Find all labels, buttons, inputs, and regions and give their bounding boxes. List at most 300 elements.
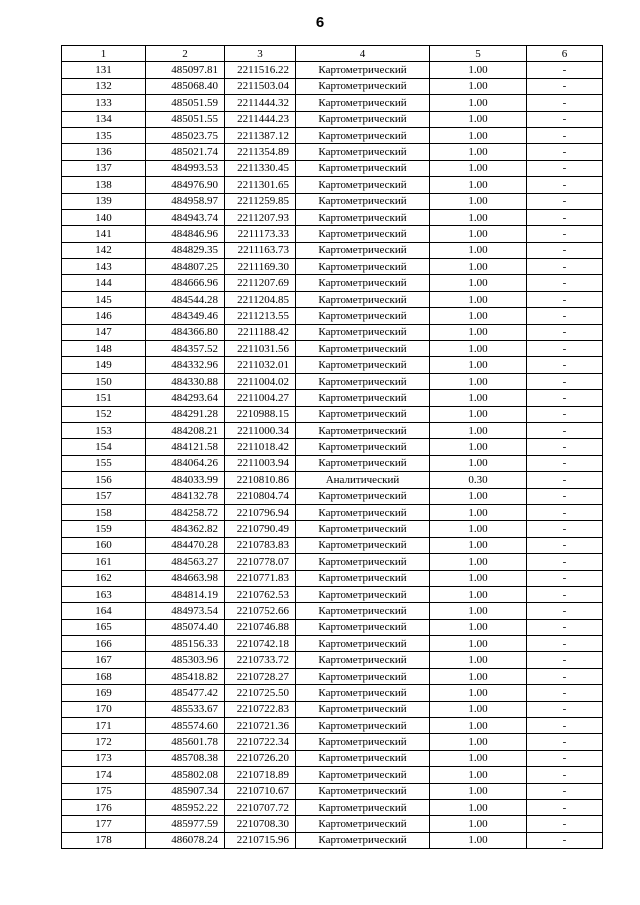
table-body	[62, 62, 603, 849]
note-cell: -	[527, 586, 603, 602]
accuracy-cell: 1.00	[430, 291, 527, 307]
accuracy-cell: 1.00	[430, 799, 527, 815]
y-coordinate-cell: 2210715.96	[225, 832, 296, 848]
accuracy-cell: 1.00	[430, 455, 527, 471]
note-cell: -	[527, 111, 603, 127]
accuracy-cell: 1.00	[430, 422, 527, 438]
table-row	[62, 324, 603, 340]
table-row	[62, 439, 603, 455]
point-number-cell: 150	[62, 373, 146, 389]
point-number-cell: 178	[62, 832, 146, 848]
y-coordinate-cell: 2210783.83	[225, 537, 296, 553]
point-number-cell: 154	[62, 439, 146, 455]
point-number-cell: 137	[62, 160, 146, 176]
table-row	[62, 701, 603, 717]
y-coordinate-cell: 2210718.89	[225, 767, 296, 783]
point-number-cell: 163	[62, 586, 146, 602]
y-coordinate-cell: 2211004.02	[225, 373, 296, 389]
x-coordinate-cell: 485023.75	[146, 127, 225, 143]
method-cell: Картометрический	[296, 373, 430, 389]
table-row	[62, 668, 603, 684]
point-number-cell: 136	[62, 144, 146, 160]
x-coordinate-cell: 484993.53	[146, 160, 225, 176]
note-cell: -	[527, 193, 603, 209]
accuracy-cell: 1.00	[430, 144, 527, 160]
note-cell: -	[527, 341, 603, 357]
point-number-cell: 159	[62, 521, 146, 537]
method-cell: Аналитический	[296, 472, 430, 488]
x-coordinate-cell: 485097.81	[146, 62, 225, 78]
accuracy-cell: 1.00	[430, 226, 527, 242]
method-cell: Картометрический	[296, 734, 430, 750]
method-cell: Картометрический	[296, 816, 430, 832]
accuracy-cell: 1.00	[430, 95, 527, 111]
method-cell: Картометрический	[296, 62, 430, 78]
column-header-2: 2	[146, 46, 225, 62]
accuracy-cell: 1.00	[430, 488, 527, 504]
y-coordinate-cell: 2211354.89	[225, 144, 296, 160]
point-number-cell: 153	[62, 422, 146, 438]
x-coordinate-cell: 485952.22	[146, 799, 225, 815]
point-number-cell: 164	[62, 603, 146, 619]
page-number: 6	[315, 14, 325, 31]
point-number-cell: 174	[62, 767, 146, 783]
accuracy-cell: 1.00	[430, 701, 527, 717]
note-cell: -	[527, 521, 603, 537]
method-cell: Картометрический	[296, 209, 430, 225]
x-coordinate-cell: 485068.40	[146, 78, 225, 94]
method-cell: Картометрический	[296, 324, 430, 340]
accuracy-cell: 1.00	[430, 668, 527, 684]
x-coordinate-cell: 484976.90	[146, 177, 225, 193]
table-row	[62, 406, 603, 422]
table-row	[62, 603, 603, 619]
method-cell: Картометрический	[296, 554, 430, 570]
accuracy-cell: 1.00	[430, 209, 527, 225]
table-row	[62, 291, 603, 307]
note-cell: -	[527, 832, 603, 848]
y-coordinate-cell: 2210778.07	[225, 554, 296, 570]
note-cell: -	[527, 488, 603, 504]
accuracy-cell: 1.00	[430, 275, 527, 291]
note-cell: -	[527, 406, 603, 422]
y-coordinate-cell: 2211000.34	[225, 422, 296, 438]
accuracy-cell: 1.00	[430, 783, 527, 799]
table-row	[62, 488, 603, 504]
method-cell: Картометрический	[296, 799, 430, 815]
method-cell: Картометрический	[296, 291, 430, 307]
table-row	[62, 390, 603, 406]
table-row	[62, 537, 603, 553]
accuracy-cell: 1.00	[430, 111, 527, 127]
point-number-cell: 151	[62, 390, 146, 406]
y-coordinate-cell: 2211503.04	[225, 78, 296, 94]
table-row	[62, 783, 603, 799]
point-number-cell: 167	[62, 652, 146, 668]
x-coordinate-cell: 484064.26	[146, 455, 225, 471]
x-coordinate-cell: 484829.35	[146, 242, 225, 258]
note-cell: -	[527, 619, 603, 635]
note-cell: -	[527, 554, 603, 570]
table-row	[62, 95, 603, 111]
point-number-cell: 161	[62, 554, 146, 570]
table-row	[62, 127, 603, 143]
method-cell: Картометрический	[296, 308, 430, 324]
method-cell: Картометрический	[296, 537, 430, 553]
y-coordinate-cell: 2210725.50	[225, 685, 296, 701]
x-coordinate-cell: 484208.21	[146, 422, 225, 438]
method-cell: Картометрический	[296, 341, 430, 357]
accuracy-cell: 1.00	[430, 127, 527, 143]
point-number-cell: 162	[62, 570, 146, 586]
note-cell: -	[527, 275, 603, 291]
method-cell: Картометрический	[296, 636, 430, 652]
point-number-cell: 171	[62, 718, 146, 734]
note-cell: -	[527, 209, 603, 225]
method-cell: Картометрический	[296, 783, 430, 799]
column-header-1: 1	[62, 46, 146, 62]
column-header-5: 5	[430, 46, 527, 62]
table-row	[62, 373, 603, 389]
point-number-cell: 141	[62, 226, 146, 242]
note-cell: -	[527, 652, 603, 668]
note-cell: -	[527, 373, 603, 389]
point-number-cell: 142	[62, 242, 146, 258]
y-coordinate-cell: 2211188.42	[225, 324, 296, 340]
x-coordinate-cell: 484666.96	[146, 275, 225, 291]
x-coordinate-cell: 484973.54	[146, 603, 225, 619]
x-coordinate-cell: 485907.34	[146, 783, 225, 799]
x-coordinate-cell: 485418.82	[146, 668, 225, 684]
accuracy-cell: 1.00	[430, 537, 527, 553]
note-cell: -	[527, 357, 603, 373]
note-cell: -	[527, 259, 603, 275]
column-header-3: 3	[225, 46, 296, 62]
y-coordinate-cell: 2210796.94	[225, 504, 296, 520]
method-cell: Картометрический	[296, 570, 430, 586]
point-number-cell: 138	[62, 177, 146, 193]
y-coordinate-cell: 2210708.30	[225, 816, 296, 832]
accuracy-cell: 1.00	[430, 242, 527, 258]
point-number-cell: 147	[62, 324, 146, 340]
y-coordinate-cell: 2210771.83	[225, 570, 296, 586]
y-coordinate-cell: 2211213.55	[225, 308, 296, 324]
accuracy-cell: 1.00	[430, 619, 527, 635]
table-row	[62, 455, 603, 471]
x-coordinate-cell: 485051.59	[146, 95, 225, 111]
note-cell: -	[527, 62, 603, 78]
method-cell: Картометрический	[296, 78, 430, 94]
x-coordinate-cell: 484958.97	[146, 193, 225, 209]
table-row	[62, 78, 603, 94]
x-coordinate-cell: 484293.64	[146, 390, 225, 406]
y-coordinate-cell: 2211301.65	[225, 177, 296, 193]
y-coordinate-cell: 2211031.56	[225, 341, 296, 357]
method-cell: Картометрический	[296, 127, 430, 143]
point-number-cell: 139	[62, 193, 146, 209]
y-coordinate-cell: 2211204.85	[225, 291, 296, 307]
note-cell: -	[527, 636, 603, 652]
point-number-cell: 156	[62, 472, 146, 488]
note-cell: -	[527, 291, 603, 307]
table-row	[62, 718, 603, 734]
point-number-cell: 132	[62, 78, 146, 94]
x-coordinate-cell: 484563.27	[146, 554, 225, 570]
method-cell: Картометрический	[296, 718, 430, 734]
y-coordinate-cell: 2211444.32	[225, 95, 296, 111]
point-number-cell: 176	[62, 799, 146, 815]
accuracy-cell: 1.00	[430, 373, 527, 389]
accuracy-cell: 0.30	[430, 472, 527, 488]
y-coordinate-cell: 2211018.42	[225, 439, 296, 455]
accuracy-cell: 1.00	[430, 734, 527, 750]
table-row	[62, 750, 603, 766]
y-coordinate-cell: 2211003.94	[225, 455, 296, 471]
table-row	[62, 504, 603, 520]
method-cell: Картометрический	[296, 586, 430, 602]
note-cell: -	[527, 570, 603, 586]
table-row	[62, 636, 603, 652]
method-cell: Картометрический	[296, 226, 430, 242]
note-cell: -	[527, 718, 603, 734]
method-cell: Картометрический	[296, 144, 430, 160]
x-coordinate-cell: 484349.46	[146, 308, 225, 324]
table-row	[62, 685, 603, 701]
y-coordinate-cell: 2210710.67	[225, 783, 296, 799]
method-cell: Картометрический	[296, 193, 430, 209]
note-cell: -	[527, 127, 603, 143]
method-cell: Картометрический	[296, 652, 430, 668]
note-cell: -	[527, 816, 603, 832]
point-number-cell: 169	[62, 685, 146, 701]
note-cell: -	[527, 422, 603, 438]
column-header-6: 6	[527, 46, 603, 62]
note-cell: -	[527, 767, 603, 783]
x-coordinate-cell: 484943.74	[146, 209, 225, 225]
point-number-cell: 144	[62, 275, 146, 291]
accuracy-cell: 1.00	[430, 193, 527, 209]
coordinates-table	[61, 45, 603, 849]
x-coordinate-cell: 485074.40	[146, 619, 225, 635]
table-row	[62, 586, 603, 602]
accuracy-cell: 1.00	[430, 259, 527, 275]
table-row	[62, 652, 603, 668]
note-cell: -	[527, 701, 603, 717]
x-coordinate-cell: 484362.82	[146, 521, 225, 537]
table-row	[62, 734, 603, 750]
table-row	[62, 341, 603, 357]
y-coordinate-cell: 2210810.86	[225, 472, 296, 488]
accuracy-cell: 1.00	[430, 78, 527, 94]
accuracy-cell: 1.00	[430, 390, 527, 406]
point-number-cell: 172	[62, 734, 146, 750]
note-cell: -	[527, 308, 603, 324]
note-cell: -	[527, 226, 603, 242]
x-coordinate-cell: 484132.78	[146, 488, 225, 504]
y-coordinate-cell: 2211516.22	[225, 62, 296, 78]
x-coordinate-cell: 484470.28	[146, 537, 225, 553]
x-coordinate-cell: 484332.96	[146, 357, 225, 373]
y-coordinate-cell: 2210733.72	[225, 652, 296, 668]
y-coordinate-cell: 2211173.33	[225, 226, 296, 242]
method-cell: Картометрический	[296, 422, 430, 438]
x-coordinate-cell: 484846.96	[146, 226, 225, 242]
x-coordinate-cell: 484291.28	[146, 406, 225, 422]
y-coordinate-cell: 2210721.36	[225, 718, 296, 734]
x-coordinate-cell: 485708.38	[146, 750, 225, 766]
method-cell: Картометрический	[296, 455, 430, 471]
point-number-cell: 134	[62, 111, 146, 127]
table-header-row	[62, 46, 603, 62]
y-coordinate-cell: 2211163.73	[225, 242, 296, 258]
y-coordinate-cell: 2211207.93	[225, 209, 296, 225]
point-number-cell: 158	[62, 504, 146, 520]
table-row	[62, 767, 603, 783]
note-cell: -	[527, 160, 603, 176]
accuracy-cell: 1.00	[430, 750, 527, 766]
method-cell: Картометрический	[296, 701, 430, 717]
y-coordinate-cell: 2210707.72	[225, 799, 296, 815]
table-row	[62, 144, 603, 160]
accuracy-cell: 1.00	[430, 652, 527, 668]
accuracy-cell: 1.00	[430, 341, 527, 357]
y-coordinate-cell: 2211330.45	[225, 160, 296, 176]
table-row	[62, 472, 603, 488]
y-coordinate-cell: 2210790.49	[225, 521, 296, 537]
note-cell: -	[527, 799, 603, 815]
method-cell: Картометрический	[296, 685, 430, 701]
method-cell: Картометрический	[296, 259, 430, 275]
note-cell: -	[527, 242, 603, 258]
y-coordinate-cell: 2210742.18	[225, 636, 296, 652]
table-row	[62, 177, 603, 193]
x-coordinate-cell: 485477.42	[146, 685, 225, 701]
point-number-cell: 165	[62, 619, 146, 635]
table-row	[62, 799, 603, 815]
accuracy-cell: 1.00	[430, 324, 527, 340]
table-row	[62, 160, 603, 176]
y-coordinate-cell: 2211032.01	[225, 357, 296, 373]
point-number-cell: 166	[62, 636, 146, 652]
accuracy-cell: 1.00	[430, 62, 527, 78]
note-cell: -	[527, 439, 603, 455]
x-coordinate-cell: 485303.96	[146, 652, 225, 668]
x-coordinate-cell: 484366.80	[146, 324, 225, 340]
method-cell: Картометрический	[296, 767, 430, 783]
note-cell: -	[527, 668, 603, 684]
accuracy-cell: 1.00	[430, 160, 527, 176]
x-coordinate-cell: 484033.99	[146, 472, 225, 488]
x-coordinate-cell: 485051.55	[146, 111, 225, 127]
point-number-cell: 155	[62, 455, 146, 471]
note-cell: -	[527, 472, 603, 488]
method-cell: Картометрический	[296, 504, 430, 520]
accuracy-cell: 1.00	[430, 439, 527, 455]
table-row	[62, 619, 603, 635]
note-cell: -	[527, 78, 603, 94]
table-row	[62, 554, 603, 570]
method-cell: Картометрический	[296, 390, 430, 406]
x-coordinate-cell: 485601.78	[146, 734, 225, 750]
accuracy-cell: 1.00	[430, 767, 527, 783]
table-row	[62, 357, 603, 373]
note-cell: -	[527, 537, 603, 553]
table-row	[62, 62, 603, 78]
note-cell: -	[527, 144, 603, 160]
y-coordinate-cell: 2210728.27	[225, 668, 296, 684]
method-cell: Картометрический	[296, 488, 430, 504]
table-row	[62, 816, 603, 832]
table-row	[62, 242, 603, 258]
point-number-cell: 143	[62, 259, 146, 275]
table-row	[62, 193, 603, 209]
note-cell: -	[527, 734, 603, 750]
point-number-cell: 135	[62, 127, 146, 143]
accuracy-cell: 1.00	[430, 816, 527, 832]
y-coordinate-cell: 2211259.85	[225, 193, 296, 209]
point-number-cell: 177	[62, 816, 146, 832]
point-number-cell: 157	[62, 488, 146, 504]
table-row	[62, 521, 603, 537]
x-coordinate-cell: 484357.52	[146, 341, 225, 357]
x-coordinate-cell: 486078.24	[146, 832, 225, 848]
y-coordinate-cell: 2211444.23	[225, 111, 296, 127]
accuracy-cell: 1.00	[430, 308, 527, 324]
y-coordinate-cell: 2210722.34	[225, 734, 296, 750]
point-number-cell: 149	[62, 357, 146, 373]
accuracy-cell: 1.00	[430, 832, 527, 848]
point-number-cell: 175	[62, 783, 146, 799]
y-coordinate-cell: 2211387.12	[225, 127, 296, 143]
point-number-cell: 173	[62, 750, 146, 766]
note-cell: -	[527, 504, 603, 520]
method-cell: Картометрический	[296, 177, 430, 193]
table-row	[62, 275, 603, 291]
y-coordinate-cell: 2210804.74	[225, 488, 296, 504]
table-row	[62, 422, 603, 438]
method-cell: Картометрический	[296, 750, 430, 766]
method-cell: Картометрический	[296, 160, 430, 176]
point-number-cell: 133	[62, 95, 146, 111]
method-cell: Картометрический	[296, 832, 430, 848]
y-coordinate-cell: 2211004.27	[225, 390, 296, 406]
method-cell: Картометрический	[296, 439, 430, 455]
accuracy-cell: 1.00	[430, 685, 527, 701]
table-row	[62, 308, 603, 324]
note-cell: -	[527, 177, 603, 193]
y-coordinate-cell: 2210746.88	[225, 619, 296, 635]
table-row	[62, 209, 603, 225]
x-coordinate-cell: 484807.25	[146, 259, 225, 275]
x-coordinate-cell: 485156.33	[146, 636, 225, 652]
point-number-cell: 160	[62, 537, 146, 553]
point-number-cell: 146	[62, 308, 146, 324]
method-cell: Картометрический	[296, 242, 430, 258]
y-coordinate-cell: 2210722.83	[225, 701, 296, 717]
point-number-cell: 148	[62, 341, 146, 357]
note-cell: -	[527, 455, 603, 471]
x-coordinate-cell: 484121.58	[146, 439, 225, 455]
table-row	[62, 259, 603, 275]
method-cell: Картометрический	[296, 357, 430, 373]
column-header-4: 4	[296, 46, 430, 62]
method-cell: Картометрический	[296, 619, 430, 635]
y-coordinate-cell: 2210988.15	[225, 406, 296, 422]
y-coordinate-cell: 2211169.30	[225, 259, 296, 275]
accuracy-cell: 1.00	[430, 570, 527, 586]
point-number-cell: 168	[62, 668, 146, 684]
accuracy-cell: 1.00	[430, 554, 527, 570]
